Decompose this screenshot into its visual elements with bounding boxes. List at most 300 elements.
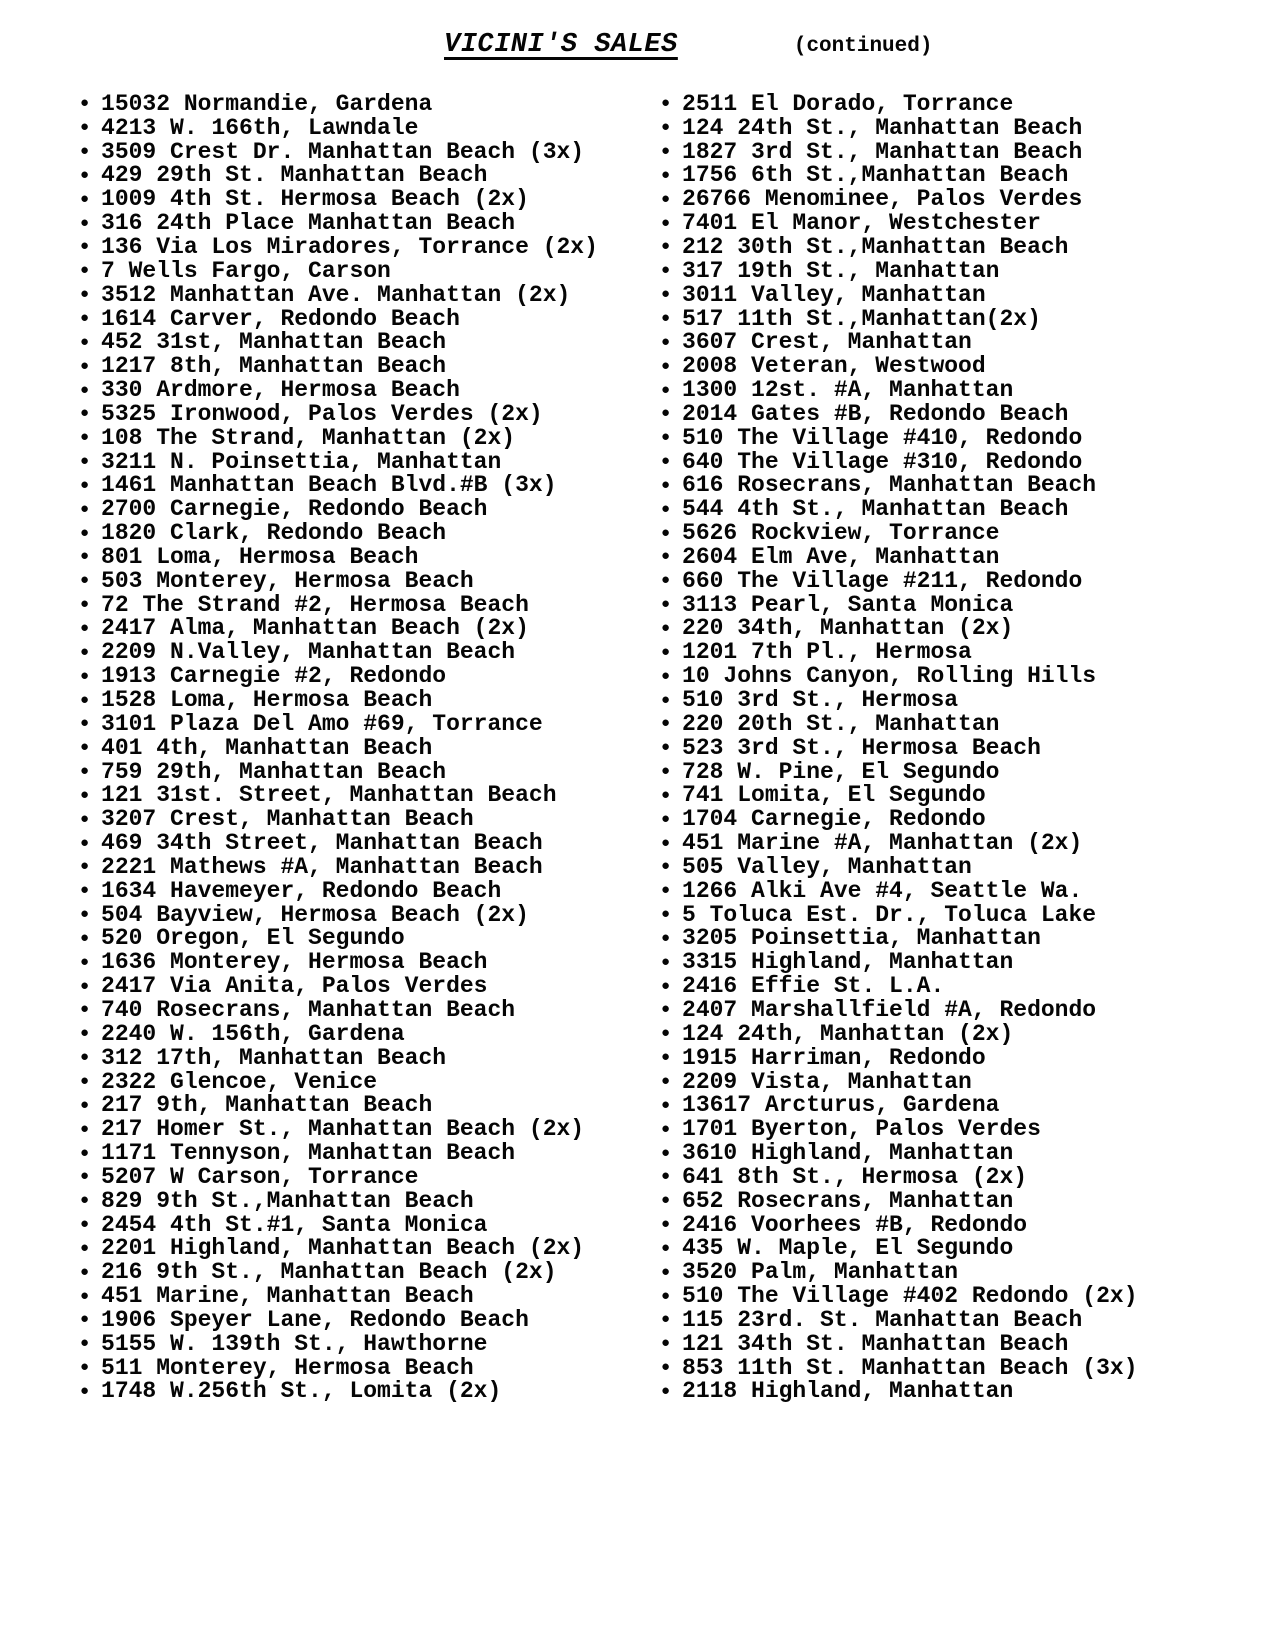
bullet-icon: ● [80, 95, 90, 113]
listing-text: 1634 Havemeyer, Redondo Beach [101, 877, 502, 904]
listing-text: 316 24th Place Manhattan Beach [101, 210, 516, 237]
list-item [661, 140, 1138, 164]
listing-text: 1266 Alki Ave #4, Seattle Wa. [682, 877, 1083, 904]
list-item [80, 1141, 598, 1165]
list-item [80, 760, 598, 784]
listing-text: 72 The Strand #2, Hermosa Beach [101, 591, 529, 618]
listing-text: 2209 Vista, Manhattan [682, 1068, 972, 1095]
list-item [80, 1237, 598, 1261]
list-item [80, 474, 598, 498]
bullet-icon: ● [661, 548, 671, 566]
bullet-icon: ● [80, 548, 90, 566]
list-item [661, 235, 1138, 259]
list-item [661, 1141, 1138, 1165]
bullet-icon: ● [661, 1311, 671, 1329]
listing-text: 2604 Elm Ave, Manhattan [682, 543, 1000, 570]
list-item [661, 211, 1138, 235]
bullet-icon: ● [661, 1025, 671, 1043]
list-item [661, 1189, 1138, 1213]
listing-text: 2700 Carnegie, Redondo Beach [101, 496, 488, 523]
listing-text: 217 Homer St., Manhattan Beach (2x) [101, 1116, 585, 1143]
bullet-icon: ● [80, 1096, 90, 1114]
bullet-icon: ● [661, 429, 671, 447]
bullet-icon: ● [661, 739, 671, 757]
bullet-icon: ● [80, 1311, 90, 1329]
listing-text: 511 Monterey, Hermosa Beach [101, 1354, 474, 1381]
list-item [80, 617, 598, 641]
bullet-icon: ● [661, 166, 671, 184]
list-item [80, 1022, 598, 1046]
listing-text: 1201 7th Pl., Hermosa [682, 639, 972, 666]
bullet-icon: ● [80, 977, 90, 995]
bullet-icon: ● [80, 500, 90, 518]
listing-text: 1009 4th St. Hermosa Beach (2x) [101, 186, 529, 213]
bullet-icon: ● [80, 1216, 90, 1234]
bullet-icon: ● [80, 1263, 90, 1281]
listing-text: 2014 Gates #B, Redondo Beach [682, 400, 1069, 427]
list-item [661, 474, 1138, 498]
listing-text: 510 3rd St., Hermosa [682, 687, 959, 714]
listing-text: 401 4th, Manhattan Beach [101, 734, 433, 761]
list-item [661, 259, 1138, 283]
listing-text: 136 Via Los Miradores, Torrance (2x) [101, 233, 598, 260]
list-item [661, 593, 1138, 617]
bullet-icon: ● [80, 143, 90, 161]
bullet-icon: ● [80, 1001, 90, 1019]
list-item [80, 211, 598, 235]
bullet-icon: ● [80, 381, 90, 399]
listing-text: 853 11th St. Manhattan Beach (3x) [682, 1354, 1138, 1381]
bullet-icon: ● [661, 763, 671, 781]
bullet-icon: ● [661, 143, 671, 161]
list-item [661, 1356, 1138, 1380]
list-item [661, 116, 1138, 140]
list-item [80, 1260, 598, 1284]
listing-text: 510 The Village #402 Redondo (2x) [682, 1283, 1138, 1310]
list-item [661, 760, 1138, 784]
list-item [661, 1165, 1138, 1189]
listing-text: 829 9th St.,Manhattan Beach [101, 1187, 474, 1214]
list-item [80, 903, 598, 927]
listing-text: 216 9th St., Manhattan Beach (2x) [101, 1259, 557, 1286]
listing-text: 2407 Marshallfield #A, Redondo [682, 996, 1097, 1023]
list-item [661, 283, 1138, 307]
listing-text: 469 34th Street, Manhattan Beach [101, 830, 543, 857]
list-item [661, 712, 1138, 736]
listing-text: 3211 N. Poinsettia, Manhattan [101, 448, 502, 475]
listing-text: 212 30th St.,Manhattan Beach [682, 233, 1069, 260]
listing-text: 503 Monterey, Hermosa Beach [101, 567, 474, 594]
list-item [661, 330, 1138, 354]
listing-text: 26766 Menominee, Palos Verdes [682, 186, 1083, 213]
bullet-icon: ● [661, 691, 671, 709]
bullet-icon: ● [661, 1263, 671, 1281]
list-item [80, 450, 598, 474]
sales-list-right-column [661, 92, 1138, 1403]
listing-text: 1915 Harriman, Redondo [682, 1044, 986, 1071]
listing-text: 3113 Pearl, Santa Monica [682, 591, 1014, 618]
bullet-icon: ● [661, 906, 671, 924]
bullet-icon: ● [80, 786, 90, 804]
bullet-icon: ● [661, 238, 671, 256]
bullet-icon: ● [80, 1144, 90, 1162]
list-item [661, 1213, 1138, 1237]
bullet-icon: ● [80, 1120, 90, 1138]
bullet-icon: ● [661, 953, 671, 971]
list-item [661, 736, 1138, 760]
list-item [661, 1237, 1138, 1261]
listing-text: 1528 Loma, Hermosa Beach [101, 687, 433, 714]
bullet-icon: ● [80, 333, 90, 351]
list-item [80, 164, 598, 188]
list-item [661, 903, 1138, 927]
listing-text: 505 Valley, Manhattan [682, 853, 972, 880]
bullet-icon: ● [661, 381, 671, 399]
bullet-icon: ● [80, 739, 90, 757]
list-item [661, 1070, 1138, 1094]
bullet-icon: ● [661, 1096, 671, 1114]
list-item [80, 402, 598, 426]
bullet-icon: ● [661, 95, 671, 113]
listing-text: 1820 Clark, Redondo Beach [101, 520, 447, 547]
bullet-icon: ● [661, 357, 671, 375]
listing-text: 652 Rosecrans, Manhattan [682, 1187, 1014, 1214]
bullet-icon: ● [80, 572, 90, 590]
listing-text: 217 9th, Manhattan Beach [101, 1092, 433, 1119]
list-item [661, 855, 1138, 879]
list-item [661, 807, 1138, 831]
list-item [661, 545, 1138, 569]
bullet-icon: ● [80, 119, 90, 137]
listing-text: 429 29th St. Manhattan Beach [101, 162, 488, 189]
bullet-icon: ● [661, 858, 671, 876]
bullet-icon: ● [661, 1382, 671, 1400]
list-item [661, 1260, 1138, 1284]
list-item [80, 1332, 598, 1356]
listing-text: 510 The Village #410, Redondo [682, 424, 1083, 451]
bullet-icon: ● [661, 1001, 671, 1019]
list-item [661, 640, 1138, 664]
listing-text: 15032 Normandie, Gardena [101, 90, 433, 117]
list-item [80, 831, 598, 855]
list-item [661, 426, 1138, 450]
list-item [661, 92, 1138, 116]
listing-text: 616 Rosecrans, Manhattan Beach [682, 472, 1097, 499]
page-subtitle: (continued) [793, 35, 933, 58]
list-item [661, 378, 1138, 402]
listing-text: 435 W. Maple, El Segundo [682, 1235, 1014, 1262]
listing-text: 2322 Glencoe, Venice [101, 1068, 378, 1095]
bullet-icon: ● [661, 500, 671, 518]
bullet-icon: ● [80, 834, 90, 852]
bullet-icon: ● [80, 1073, 90, 1091]
bullet-icon: ● [661, 476, 671, 494]
listing-text: 1827 3rd St., Manhattan Beach [682, 138, 1083, 165]
list-item [80, 1070, 598, 1094]
list-item [661, 688, 1138, 712]
list-item [80, 1165, 598, 1189]
listing-text: 115 23rd. St. Manhattan Beach [682, 1306, 1083, 1333]
list-item [661, 164, 1138, 188]
bullet-icon: ● [661, 643, 671, 661]
listing-text: 1636 Monterey, Hermosa Beach [101, 949, 488, 976]
list-item [80, 664, 598, 688]
list-item [80, 354, 598, 378]
list-item [661, 1380, 1138, 1404]
list-item [661, 1284, 1138, 1308]
listing-text: 220 20th St., Manhattan [682, 710, 1000, 737]
listing-text: 3520 Palm, Manhattan [682, 1259, 959, 1286]
listing-text: 3101 Plaza Del Amo #69, Torrance [101, 710, 543, 737]
listing-text: 1701 Byerton, Palos Verdes [682, 1116, 1041, 1143]
bullet-icon: ● [661, 286, 671, 304]
list-item [661, 998, 1138, 1022]
listing-text: 801 Loma, Hermosa Beach [101, 543, 419, 570]
bullet-icon: ● [80, 166, 90, 184]
list-item [80, 855, 598, 879]
listing-text: 2416 Effie St. L.A. [682, 973, 945, 1000]
bullet-icon: ● [80, 262, 90, 280]
bullet-icon: ● [80, 1382, 90, 1400]
list-item [80, 1308, 598, 1332]
list-item [661, 569, 1138, 593]
list-item [80, 783, 598, 807]
list-item [80, 426, 598, 450]
bullet-icon: ● [661, 453, 671, 471]
list-item [80, 1356, 598, 1380]
bullet-icon: ● [661, 1359, 671, 1377]
listing-text: 10 Johns Canyon, Rolling Hills [682, 663, 1097, 690]
list-item [661, 974, 1138, 998]
bullet-icon: ● [80, 1359, 90, 1377]
bullet-icon: ● [80, 810, 90, 828]
listing-text: 504 Bayview, Hermosa Beach (2x) [101, 901, 529, 928]
listing-text: 124 24th, Manhattan (2x) [682, 1020, 1014, 1047]
listing-text: 728 W. Pine, El Segundo [682, 758, 1000, 785]
bullet-icon: ● [80, 476, 90, 494]
listing-text: 1614 Carver, Redondo Beach [101, 305, 460, 332]
list-item [80, 950, 598, 974]
bullet-icon: ● [80, 190, 90, 208]
bullet-icon: ● [661, 214, 671, 232]
listing-text: 451 Marine, Manhattan Beach [101, 1283, 474, 1310]
listing-text: 641 8th St., Hermosa (2x) [682, 1163, 1028, 1190]
list-item [80, 1046, 598, 1070]
listing-text: 317 19th St., Manhattan [682, 257, 1000, 284]
list-item [661, 617, 1138, 641]
list-item [80, 569, 598, 593]
list-item [80, 259, 598, 283]
bullet-icon: ● [80, 1335, 90, 1353]
list-item [80, 879, 598, 903]
list-item [80, 307, 598, 331]
list-item [80, 330, 598, 354]
bullet-icon: ● [661, 119, 671, 137]
list-item [661, 950, 1138, 974]
bullet-icon: ● [661, 1239, 671, 1257]
listing-text: 220 34th, Manhattan (2x) [682, 615, 1014, 642]
list-item [661, 1117, 1138, 1141]
list-item [80, 1284, 598, 1308]
list-item [80, 927, 598, 951]
bullet-icon: ● [661, 1073, 671, 1091]
bullet-icon: ● [80, 1192, 90, 1210]
document-header [444, 30, 932, 60]
bullet-icon: ● [80, 619, 90, 637]
bullet-icon: ● [80, 1287, 90, 1305]
bullet-icon: ● [661, 715, 671, 733]
bullet-icon: ● [661, 619, 671, 637]
bullet-icon: ● [661, 929, 671, 947]
bullet-icon: ● [80, 858, 90, 876]
list-item [80, 1213, 598, 1237]
bullet-icon: ● [661, 524, 671, 542]
list-item [661, 831, 1138, 855]
list-item [661, 521, 1138, 545]
list-item [80, 1189, 598, 1213]
page-title: VICINI'S SALES [444, 30, 678, 60]
bullet-icon: ● [661, 834, 671, 852]
list-item [661, 354, 1138, 378]
listing-text: 7 Wells Fargo, Carson [101, 257, 391, 284]
listing-text: 2118 Highland, Manhattan [682, 1378, 1014, 1405]
listing-text: 452 31st, Manhattan Beach [101, 329, 447, 356]
list-item [80, 640, 598, 664]
list-item [661, 450, 1138, 474]
bullet-icon: ● [661, 333, 671, 351]
listing-text: 544 4th St., Manhattan Beach [682, 496, 1069, 523]
listing-text: 2008 Veteran, Westwood [682, 353, 986, 380]
bullet-icon: ● [661, 405, 671, 423]
list-item [80, 998, 598, 1022]
bullet-icon: ● [80, 1239, 90, 1257]
bullet-icon: ● [661, 667, 671, 685]
listing-text: 1913 Carnegie #2, Redondo [101, 663, 447, 690]
bullet-icon: ● [80, 1168, 90, 1186]
list-item [80, 688, 598, 712]
bullet-icon: ● [80, 429, 90, 447]
listing-text: 1906 Speyer Lane, Redondo Beach [101, 1306, 529, 1333]
listing-text: 3205 Poinsettia, Manhattan [682, 925, 1041, 952]
list-item [661, 1308, 1138, 1332]
bullet-icon: ● [661, 190, 671, 208]
list-item [661, 307, 1138, 331]
bullet-icon: ● [80, 763, 90, 781]
bullet-icon: ● [80, 929, 90, 947]
listing-text: 660 The Village #211, Redondo [682, 567, 1083, 594]
listing-text: 1704 Carnegie, Redondo [682, 806, 986, 833]
bullet-icon: ● [80, 1025, 90, 1043]
listing-text: 640 The Village #310, Redondo [682, 448, 1083, 475]
list-item [80, 1093, 598, 1117]
listing-text: 330 Ardmore, Hermosa Beach [101, 377, 460, 404]
listing-text: 2416 Voorhees #B, Redondo [682, 1211, 1028, 1238]
listing-text: 3607 Crest, Manhattan [682, 329, 972, 356]
listing-text: 312 17th, Manhattan Beach [101, 1044, 447, 1071]
bullet-icon: ● [661, 572, 671, 590]
listing-text: 2511 El Dorado, Torrance [682, 90, 1014, 117]
bullet-icon: ● [661, 1168, 671, 1186]
listing-text: 1300 12st. #A, Manhattan [682, 377, 1014, 404]
list-item [80, 1380, 598, 1404]
listing-text: 520 Oregon, El Segundo [101, 925, 405, 952]
listing-text: 1756 6th St.,Manhattan Beach [682, 162, 1069, 189]
listing-text: 1217 8th, Manhattan Beach [101, 353, 447, 380]
bullet-icon: ● [661, 1192, 671, 1210]
listing-text: 517 11th St.,Manhattan(2x) [682, 305, 1041, 332]
bullet-icon: ● [661, 310, 671, 328]
listing-text: 523 3rd St., Hermosa Beach [682, 734, 1041, 761]
listing-text: 121 34th St. Manhattan Beach [682, 1330, 1069, 1357]
bullet-icon: ● [661, 1287, 671, 1305]
bullet-icon: ● [661, 786, 671, 804]
bullet-icon: ● [80, 405, 90, 423]
sales-list-left-column [80, 92, 598, 1403]
list-item [80, 545, 598, 569]
bullet-icon: ● [661, 977, 671, 995]
bullet-icon: ● [80, 953, 90, 971]
bullet-icon: ● [661, 1120, 671, 1138]
bullet-icon: ● [661, 1144, 671, 1162]
bullet-icon: ● [661, 810, 671, 828]
listing-text: 5155 W. 139th St., Hawthorne [101, 1330, 488, 1357]
listing-text: 4213 W. 166th, Lawndale [101, 114, 419, 141]
bullet-icon: ● [80, 667, 90, 685]
list-item [80, 187, 598, 211]
listing-text: 108 The Strand, Manhattan (2x) [101, 424, 516, 451]
listing-text: 1171 Tennyson, Manhattan Beach [101, 1140, 516, 1167]
listing-text: 2209 N.Valley, Manhattan Beach [101, 639, 516, 666]
list-item [80, 235, 598, 259]
bullet-icon: ● [80, 691, 90, 709]
list-item [80, 807, 598, 831]
bullet-icon: ● [80, 643, 90, 661]
listing-text: 5626 Rockview, Torrance [682, 520, 1000, 547]
bullet-icon: ● [661, 882, 671, 900]
listing-text: 13617 Arcturus, Gardena [682, 1092, 1000, 1119]
list-item [661, 1046, 1138, 1070]
listing-text: 5 Toluca Est. Dr., Toluca Lake [682, 901, 1097, 928]
list-item [80, 378, 598, 402]
listing-text: 740 Rosecrans, Manhattan Beach [101, 996, 516, 1023]
bullet-icon: ● [80, 238, 90, 256]
list-item [661, 402, 1138, 426]
bullet-icon: ● [661, 596, 671, 614]
bullet-icon: ● [80, 596, 90, 614]
listing-text: 5325 Ironwood, Palos Verdes (2x) [101, 400, 543, 427]
bullet-icon: ● [80, 524, 90, 542]
list-item [661, 1093, 1138, 1117]
list-item [661, 1022, 1138, 1046]
list-item [80, 140, 598, 164]
listing-text: 1461 Manhattan Beach Blvd.#B (3x) [101, 472, 557, 499]
list-item [661, 1332, 1138, 1356]
list-item [80, 92, 598, 116]
listing-text: 3315 Highland, Manhattan [682, 949, 1014, 976]
listing-text: 7401 El Manor, Westchester [682, 210, 1041, 237]
list-item [661, 664, 1138, 688]
bullet-icon: ● [80, 453, 90, 471]
listing-text: 451 Marine #A, Manhattan (2x) [682, 830, 1083, 857]
bullet-icon: ● [80, 1049, 90, 1067]
bullet-icon: ● [80, 214, 90, 232]
listing-text: 741 Lomita, El Segundo [682, 782, 986, 809]
listing-text: 3512 Manhattan Ave. Manhattan (2x) [101, 281, 571, 308]
list-item [80, 736, 598, 760]
listing-text: 2201 Highland, Manhattan Beach (2x) [101, 1235, 585, 1262]
list-item [661, 783, 1138, 807]
list-item [80, 116, 598, 140]
